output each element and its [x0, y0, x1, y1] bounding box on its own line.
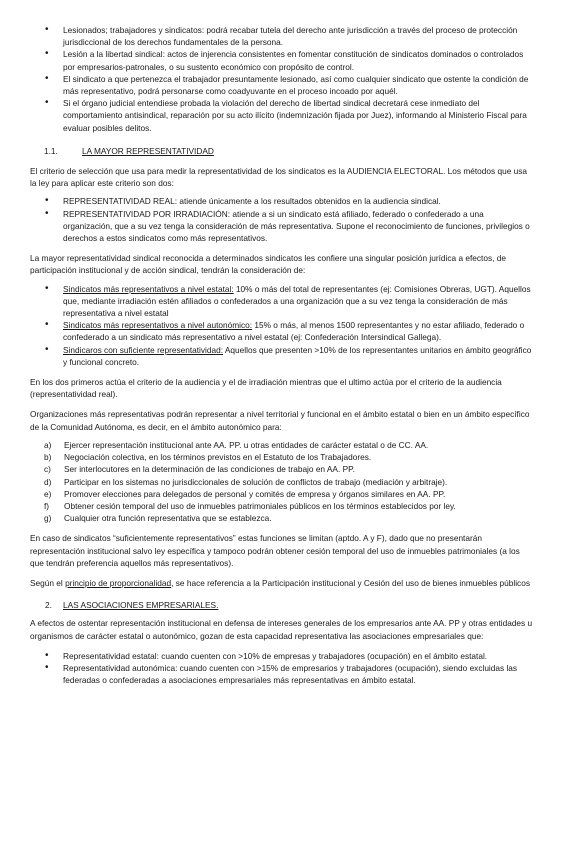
bullet-list-top	[30, 24, 535, 134]
bullet-list-metodos	[30, 195, 535, 244]
paragraph-dos-primeros: En los dos primeros actúa el criterio de la audiencia y el de irradiación mientras que el ultimo actúa por el criterio de la audiencia (representatividad real).	[30, 377, 502, 400]
paragraph-mayor-representatividad: La mayor representatividad sindical reconocida a determinados sindicatos les confiere una singular posición jurídica a efectos, de participación institucional y de acción sindical, tendrán la consideración de:	[30, 253, 506, 276]
item-text: Negociación colectiva, en los términos previstos en el Estatuto de los Trabajadores.	[64, 452, 372, 463]
item-letter: e)	[44, 488, 52, 499]
item-letter: a)	[44, 439, 52, 450]
document-page	[30, 24, 535, 686]
list-item: • REPRESENTATIVIDAD POR IRRADIACIÓN: atiende a si un sindicato está afiliado, federado o confederado a una organización, que a su vez tenga la consideración de más representativa. Supone el reconocimiento de funciones, privilegios o derechos a estos sindicatos como más representativos.	[30, 208, 535, 245]
list-item: • Representatividad autonómica: cuando cuenten con >15% de empresarios y trabajadores (ocupación), siendo excluidas las federadas o confederadas a asociaciones empresariales más representativas en ámbito estatal.	[30, 662, 535, 686]
list-item	[30, 512, 535, 524]
section-heading-1-1	[30, 145, 535, 157]
section-title: LA MAYOR REPRESENTATIVIDAD	[82, 145, 214, 156]
item-text: 15% o más, al menos 1500 representantes y no estar afiliado, federado o confederado a un sindicato más representativo a nivel estatal (ej: Confederación Intersindical Gallega).	[63, 320, 525, 343]
list-item: • REPRESENTATIVIDAD REAL: atiende únicamente a los resultados obtenidos en la audiencia sindical.	[30, 195, 535, 207]
item-letter: d)	[44, 476, 52, 487]
list-item	[30, 500, 535, 512]
item-text: Participar en los sistemas no jurisdiccionales de solución de conflictos de trabajo (mediación y arbitraje).	[64, 476, 448, 487]
item-text: Obtener cesión temporal del uso de inmuebles patrimoniales públicos en los términos establecidos por ley.	[64, 500, 456, 511]
list-item: • Si el órgano judicial entendiese probada la violación del derecho de libertad sindical decretará cese inmediato del comportamiento antisindical, reparación por su acto ilícito (indemnización fijada por Juez), informando al Ministerio Fiscal para evaluar posibles delitos.	[30, 97, 535, 134]
list-item: • Representatividad estatal: cuando cuenten con >10% de empresas y trabajadores (ocupación) en el ámbito estatal.	[30, 650, 535, 662]
list-item	[30, 451, 535, 463]
bullet-list-asociaciones	[30, 650, 535, 687]
paragraph-organizaciones: Organizaciones más representativas podrán representar a nivel territorial y funcional en el ámbito estatal o bien en un ámbito específico de la Comunidad Autónoma, es decir, en el ámbito autonómico para:	[30, 409, 530, 432]
paragraph-criterio: El criterio de selección que usa para medir la representatividad de los sindicatos es la AUDIENCIA ELECTORAL. Los métodos que usa la ley para aplicar este criterio son dos:	[30, 166, 527, 189]
item-letter: c)	[44, 464, 51, 475]
list-item	[30, 283, 535, 320]
underlined-term: principio de proporcionalidad	[65, 577, 172, 588]
item-letter: g)	[44, 513, 52, 524]
list-item	[30, 319, 535, 343]
ordered-list-funciones	[30, 439, 535, 524]
list-item	[30, 344, 535, 368]
section-title: LAS ASOCIACIONES EMPRESARIALES.	[63, 600, 219, 611]
paragraph-caso-sindicatos: En caso de sindicatos “suficientemente representativos” estas funciones se limitan (aptdo. A y F), dado que no presentarán representación institucional salvo ley específica y tampoco podrán obtener cesión temporal del uso de inmuebles patrimoniales (a los que tendrán preferencia aquellos más representativos).	[30, 533, 520, 568]
item-text: Ser interlocutores en la determinación de las condiciones de trabajo en AA. PP.	[64, 464, 355, 475]
item-letter: b)	[44, 452, 52, 463]
item-text: Cualquier otra función representativa que se establezca.	[64, 513, 272, 524]
list-item: • Lesionados; trabajadores y sindicatos: podrá recabar tutela del derecho ante jurisdicción a través del proceso de protección jurisdiccional de los derechos fundamentales de la persona.	[30, 24, 535, 48]
paragraph-efectos: A efectos de ostentar representación institucional en defensa de intereses generales de los empresarios ante AA. PP y otras entidades u organismos de carácter estatal o autonómico, gozan de esta capacidad representativa las asociaciones empresariales que:	[30, 618, 533, 641]
list-item	[30, 463, 535, 475]
item-label: Sindicatos más representativos a nivel estatal:	[63, 283, 234, 294]
section-number: 1.1.	[44, 145, 58, 156]
bullet-list-tipos	[30, 283, 535, 368]
item-text: Promover elecciones para delegados de personal y comités de empresa y órganos similares en AA. PP.	[64, 488, 446, 499]
list-item	[30, 476, 535, 488]
paragraph-proporcionalidad	[30, 577, 535, 589]
item-label: Sindicatos más representativos a nivel autonómico:	[63, 320, 253, 331]
list-item: • El sindicato a que pertenezca el trabajador presuntamente lesionado, así como cualquier sindicato que ostente la condición de más representativo, podrá personarse como coadyuvante en el proceso incoado por aquél.	[30, 73, 535, 97]
item-letter: f)	[44, 500, 50, 511]
text-before: Según el	[30, 577, 66, 588]
list-item	[30, 488, 535, 500]
list-item: • Lesión a la libertad sindical: actos de injerencia consistentes en fomentar constitución de sindicatos dominados o controlados por empresarios-patronales, o su sustento económico con propósito de control.	[30, 48, 535, 72]
list-item	[30, 439, 535, 451]
item-label: Sindicaros con suficiente representatividad:	[63, 344, 224, 355]
text-after: , se hace referencia a la Participación institucional y Cesión del uso de bienes inmuebles públicos	[171, 577, 530, 588]
item-text: Ejercer representación institucional ante AA. PP. u otras entidades de carácter estatal o de CC. AA.	[64, 439, 429, 450]
section-heading-2	[30, 599, 535, 611]
item-text: Aquellos que presenten >10% de los representantes unitarios en ámbito geográfico y funcional concreto.	[63, 344, 532, 367]
section-number: 2.	[45, 600, 52, 611]
item-text: 10% o más del total de representantes (ej: Comisiones Obreras, UGT). Aquellos que, mediante irradiación estén afiliados o confederados a una organización que a su vez tenga la consideración de más representativa a nivel estatal	[63, 283, 531, 319]
